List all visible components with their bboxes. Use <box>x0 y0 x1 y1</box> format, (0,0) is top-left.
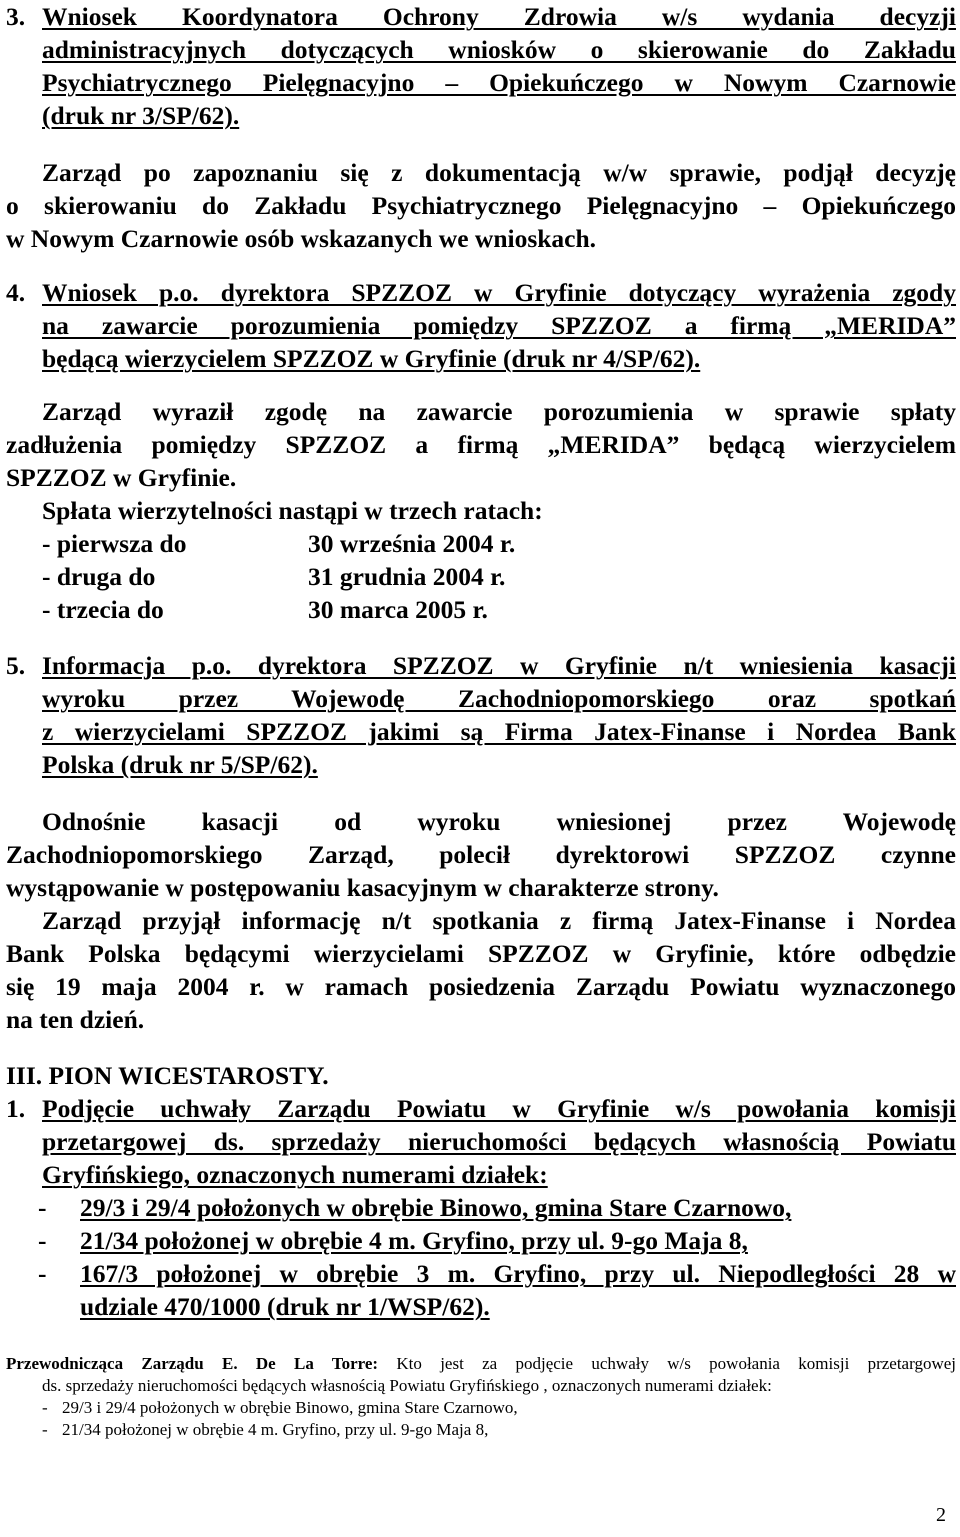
item-3-body-line: w Nowym Czarnowie osób wskazanych we wnioskach. <box>6 224 597 253</box>
bullet-dash: - <box>42 1398 48 1417</box>
speech-text: Kto jest za podjęcie uchwały w/s powołania komisji przetargowej <box>396 1354 957 1373</box>
item-5-body-line: Zachodniopomorskiego Zarząd, polecił dyrektorowi SPZZOZ czynne <box>6 840 956 869</box>
item-3-title-line: Wniosek Koordynatora Ochrony Zdrowia w/s wydania decyzji <box>42 2 956 31</box>
item-5-heading <box>6 649 956 781</box>
bullet-dash: - <box>38 1226 47 1255</box>
item-5-body-line: Bank Polska będącymi wierzycielami SPZZOZ w Gryfinie, które odbędzie <box>6 939 956 968</box>
parcel-text: 21/34 położonej w obrębie 4 m. Gryfino, przy ul. 9-go Maja 8, <box>80 1226 748 1255</box>
item-3-title-line: Psychiatrycznego Pielęgnacyjno – Opiekuńczego w Nowym Czarnowie <box>42 68 956 97</box>
item-3-body-line: Zarząd po zapoznaniu się z dokumentacją w/w sprawie, podjął decyzję <box>42 158 956 187</box>
item-4-body-line: SPZZOZ w Gryfinie. <box>6 463 237 492</box>
page-number: 2 <box>936 1504 946 1526</box>
speech-text: ds. sprzedaży nieruchomości będących własnością Powiatu Gryfińskiego , oznaczonych numerami działek: <box>42 1376 772 1395</box>
bullet-dash: - <box>38 1259 47 1288</box>
installments-intro: Spłata wierzytelności nastąpi w trzech ratach: <box>42 496 543 525</box>
item-4-body-line: Zarząd wyraził zgodę na zawarcie porozumienia w sprawie spłaty <box>42 397 956 426</box>
parcel-item <box>6 1224 956 1257</box>
section-3-item-1-line: przetargowej ds. sprzedaży nieruchomości będących własnością Powiatu <box>42 1127 956 1156</box>
item-5-title-line: z wierzycielami SPZZOZ jakimi są Firma Jatex-Finanse i Nordea Bank <box>42 717 956 746</box>
installment-label: - trzecia do <box>42 595 164 624</box>
installment-row <box>42 593 956 626</box>
item-3-body-line: o skierowaniu do Zakładu Psychiatrycznego Pielęgnacyjno – Opiekuńczego <box>6 191 956 220</box>
item-4-body-line: zadłużenia pomiędzy SPZZOZ a firmą „MERIDA” będącą wierzycielem <box>6 430 956 459</box>
item-4-heading <box>6 276 956 375</box>
speech-bullet-text: 29/3 i 29/4 położonych w obrębie Binowo, gmina Stare Czarnowo, <box>62 1398 518 1417</box>
item-5-body-line: na ten dzień. <box>6 1005 145 1034</box>
parcel-text: 29/3 i 29/4 położonych w obrębie Binowo, gmina Stare Czarnowo, <box>80 1193 792 1222</box>
installment-date: 30 września 2004 r. <box>308 529 516 558</box>
section-3-item-1-line: Podjęcie uchwały Zarządu Powiatu w Gryfinie w/s powołania komisji <box>42 1094 956 1123</box>
section-heading: III. PION WICESTAROSTY. <box>6 1061 329 1090</box>
installments-list <box>6 527 956 626</box>
installment-label: - druga do <box>42 562 156 591</box>
item-3-heading <box>6 0 956 132</box>
item-5-number: 5. <box>6 651 26 680</box>
speech-line <box>6 1353 956 1375</box>
section-3-item-1-number: 1. <box>6 1094 26 1123</box>
installment-row <box>42 527 956 560</box>
item-4-title-line: Wniosek p.o. dyrektora SPZZOZ w Gryfinie dotyczący wyrażenia zgody <box>42 278 956 307</box>
speech-bullet-text: 21/34 położonej w obrębie 4 m. Gryfino, przy ul. 9-go Maja 8, <box>62 1420 489 1439</box>
item-5-body-line: się 19 maja 2004 r. w ramach posiedzenia Zarządu Powiatu wyznaczonego <box>6 972 956 1001</box>
item-5-body-line: wystąpowanie w postępowaniu kasacyjnym w charakterze strony. <box>6 873 719 902</box>
speech-bullet <box>6 1419 956 1441</box>
speaker-name: Przewodnicząca Zarządu E. De La Torre: <box>6 1354 379 1373</box>
item-4-number: 4. <box>6 278 26 307</box>
item-3-body <box>6 156 956 255</box>
installment-date: 31 grudnia 2004 r. <box>308 562 506 591</box>
parcel-item <box>6 1257 956 1323</box>
parcel-item <box>6 1191 956 1224</box>
item-4 <box>6 276 956 626</box>
item-5-body-line: Odnośnie kasacji od wyroku wniesionej przez Wojewodę <box>42 807 956 836</box>
installment-label: - pierwsza do <box>42 529 187 558</box>
item-5-title-line: wyroku przez Wojewodę Zachodniopomorskiego oraz spotkań <box>42 684 956 713</box>
item-3-title-line: administracyjnych dotyczących wniosków o skierowanie do Zakładu <box>42 35 956 64</box>
installment-date: 30 marca 2005 r. <box>308 595 488 624</box>
speech-block <box>6 1353 956 1441</box>
section-3-item-1 <box>6 1092 956 1191</box>
item-4-title-line: będącą wierzycielem SPZZOZ w Gryfinie (druk nr 4/SP/62). <box>42 344 701 373</box>
item-5-title-line: Polska (druk nr 5/SP/62). <box>42 750 318 779</box>
item-3 <box>6 0 956 255</box>
item-3-title-line: (druk nr 3/SP/62). <box>42 101 240 130</box>
installment-row <box>42 560 956 593</box>
item-5-body <box>6 805 956 1036</box>
bullet-dash: - <box>42 1420 48 1439</box>
section-3 <box>6 1059 956 1323</box>
item-4-body <box>6 395 956 626</box>
parcel-list <box>6 1191 956 1323</box>
parcel-text: 167/3 położonej w obrębie 3 m. Gryfino, przy ul. Niepodległości 28 w <box>80 1259 956 1288</box>
parcel-text: udziale 470/1000 (druk nr 1/WSP/62). <box>80 1292 490 1321</box>
item-5 <box>6 649 956 1036</box>
item-3-number: 3. <box>6 2 26 31</box>
bullet-dash: - <box>38 1193 47 1222</box>
item-5-body-line: Zarząd przyjął informację n/t spotkania z firmą Jatex-Finanse i Nordea <box>42 906 956 935</box>
speech-bullet <box>6 1397 956 1419</box>
item-5-title-line: Informacja p.o. dyrektora SPZZOZ w Gryfinie n/t wniesienia kasacji <box>42 651 956 680</box>
section-3-item-1-line: Gryfińskiego, oznaczonych numerami działek: <box>42 1160 548 1189</box>
item-4-title-line: na zawarcie porozumienia pomiędzy SPZZOZ a firmą „MERIDA” <box>42 311 956 340</box>
